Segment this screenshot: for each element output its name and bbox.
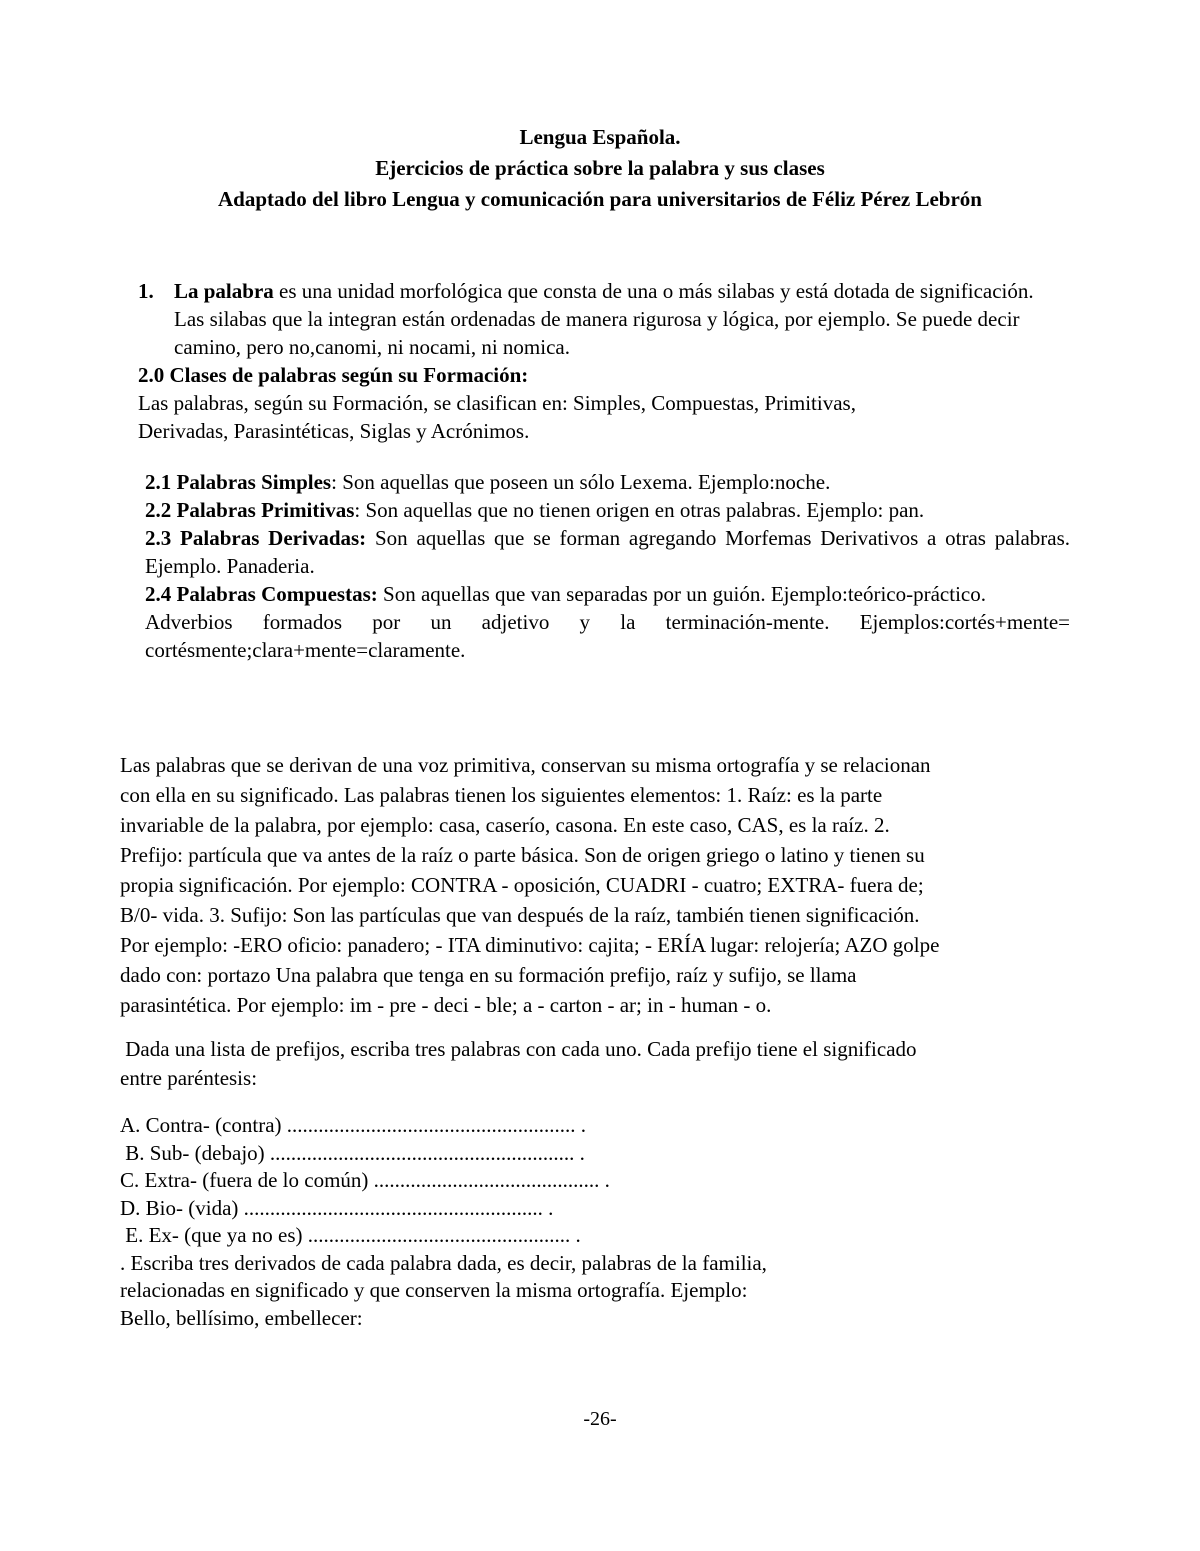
header-title: Lengua Española. [519, 125, 681, 149]
exercise-item-e: E. Ex- (que ya no es) .................................................. . [120, 1223, 581, 1247]
header-source: Adaptado del libro Lengua y comunicación para universitarios de Féliz Pérez Lebrón [218, 187, 982, 211]
exercise-item-a: A. Contra- (contra) ....................................................... . [120, 1113, 587, 1137]
exercise-item-d: D. Bio- (vida) ......................................................... . [120, 1195, 554, 1220]
derivatives-example: Bello, bellísimo, embellecer: [120, 1305, 363, 1330]
subsection-text: Son aquellas que van separadas por un guión. Ejemplo:teórico-práctico. [377, 582, 986, 606]
paragraph-line: B/0- vida. 3. Sufijo: Son las partículas que van después de la raíz, también tienen significación. [120, 903, 920, 927]
classes-heading: 2.0 Clases de palabras según su Formación: [138, 363, 529, 387]
paragraph-line: propia significación. Por ejemplo: CONTRA - oposición, CUADRI - cuatro; EXTRA- fuera de; [120, 873, 924, 897]
subsection-simples [145, 468, 1070, 496]
subsection-text: : Son aquellas que no tienen origen en otras palabras. Ejemplo: pan. [354, 498, 925, 522]
exercise-list [120, 1112, 1070, 1332]
item-number: 1. [138, 279, 154, 303]
prompt-line: Dada una lista de prefijos, escriba tres palabras con cada uno. Cada prefijo tiene el significado [120, 1037, 917, 1061]
subsection-primitivas [145, 496, 1070, 524]
exercise-prompt [120, 1035, 1070, 1093]
subsection-term: 2.2 Palabras Primitivas [145, 498, 355, 522]
adverbs-note: Adverbios formados por un adjetivo y la terminación-mente. Ejemplos:cortés+mente= cortésmente;clara+mente=claramente. [145, 610, 1070, 662]
definition-body: es una unidad morfológica que consta de una o más silabas y está dotada de significación. Las silabas que la integran están ordenadas de manera rigurosa y lógica, por ejemplo. Se puede decir camino, pero no,canomi, ni nocami, ni nomica. [174, 279, 1034, 359]
derivatives-instruction: . Escriba tres derivados de cada palabra dada, es decir, palabras de la familia, [120, 1250, 767, 1275]
classes-intro-line: Las palabras, según su Formación, se clasifican en: Simples, Compuestas, Primitivas, [138, 391, 856, 415]
subsection-text: Son aquellas que se forman agregando Morfemas Derivativos a otras palabras. Ejemplo. Panaderia. [145, 526, 1070, 578]
paragraph-line: parasintética. Por ejemplo: im - pre - deci - ble; a - carton - ar; in - human - o. [120, 993, 772, 1017]
document-header [0, 122, 1200, 215]
paragraph-line: invariable de la palabra, por ejemplo: casa, caserío, casona. En este caso, CAS, es la raíz. 2. [120, 813, 890, 837]
paragraph-line: Por ejemplo: -ERO oficio: panadero; - ITA diminutivo: cajita; - ERÍA lugar: relojería; AZO golpe [120, 933, 940, 957]
paragraph-line: dado con: portazo Una palabra que tenga en su formación prefijo, raíz y sufijo, se llama [120, 963, 857, 987]
header-subtitle: Ejercicios de práctica sobre la palabra y sus clases [375, 156, 825, 180]
subsection-term: 2.1 Palabras Simples [145, 470, 332, 494]
subsection-list [145, 468, 1070, 664]
definition-text [174, 277, 1063, 361]
classes-intro-line: Derivadas, Parasintéticas, Siglas y Acrónimos. [138, 419, 530, 443]
subsection-text: : Son aquellas que poseen un sólo Lexema. Ejemplo:noche. [331, 470, 831, 494]
definition-item [138, 277, 1063, 361]
exercise-item-c: C. Extra- (fuera de lo común) ........................................... . [120, 1168, 610, 1192]
subsection-derivadas [145, 524, 1070, 580]
derivatives-instruction: relacionadas en significado y que conserven la misma ortografía. Ejemplo: [120, 1278, 748, 1302]
subsection-term: 2.3 Palabras Derivadas: [145, 526, 367, 550]
subsection-compuestas [145, 580, 1070, 608]
prompt-line: entre paréntesis: [120, 1066, 258, 1090]
paragraph-line: con ella en su significado. Las palabras tienen los siguientes elementos: 1. Raíz: es la parte [120, 783, 883, 807]
subsection-term: 2.4 Palabras Compuestas: [145, 582, 378, 606]
exercise-item-b: B. Sub- (debajo) .......................................................... . [120, 1140, 585, 1165]
classes-section [138, 361, 1063, 445]
definition-term: La palabra [174, 279, 274, 303]
paragraph-line: Las palabras que se derivan de una voz primitiva, conservan su misma ortografía y se relacionan [120, 753, 931, 777]
page-number: -26- [583, 1408, 617, 1430]
elements-paragraph [120, 750, 1070, 1020]
paragraph-line: Prefijo: partícula que va antes de la raíz o parte básica. Son de origen griego o latino y tienen su [120, 843, 925, 867]
